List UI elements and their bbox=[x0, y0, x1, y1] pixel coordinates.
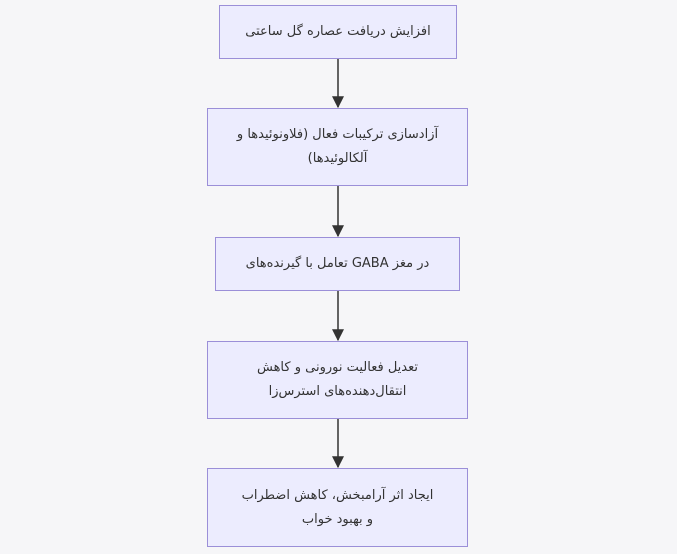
node-line: انتقال‌دهنده‌های استرس‌زا bbox=[268, 384, 407, 399]
node-line: آزادسازی ترکیبات فعال (فلاونوئیدها و bbox=[236, 127, 439, 142]
node-line: ایجاد اثر آرامبخش، کاهش اضطراب bbox=[241, 487, 434, 503]
node-line: آلکالوئیدها) bbox=[307, 151, 368, 166]
node-text bbox=[237, 123, 438, 171]
node-text bbox=[246, 252, 430, 276]
node-text bbox=[257, 356, 418, 404]
flow-node-gaba-interaction bbox=[215, 237, 460, 291]
node-line: در مغز GABA تعامل با گیرنده‌های bbox=[245, 256, 430, 271]
node-line: افزایش دریافت عصاره گل ساعتی bbox=[245, 24, 431, 39]
node-text bbox=[242, 484, 434, 532]
node-text bbox=[245, 20, 430, 44]
flow-node-neuronal-modulation bbox=[207, 341, 468, 419]
flow-node-increase-intake bbox=[219, 5, 457, 59]
flow-node-calming-effect bbox=[207, 468, 468, 547]
flow-node-release-compounds bbox=[207, 108, 468, 186]
node-line: تعدیل فعالیت نورونی و کاهش bbox=[257, 360, 419, 375]
node-line: و بهبود خواب bbox=[301, 511, 374, 527]
